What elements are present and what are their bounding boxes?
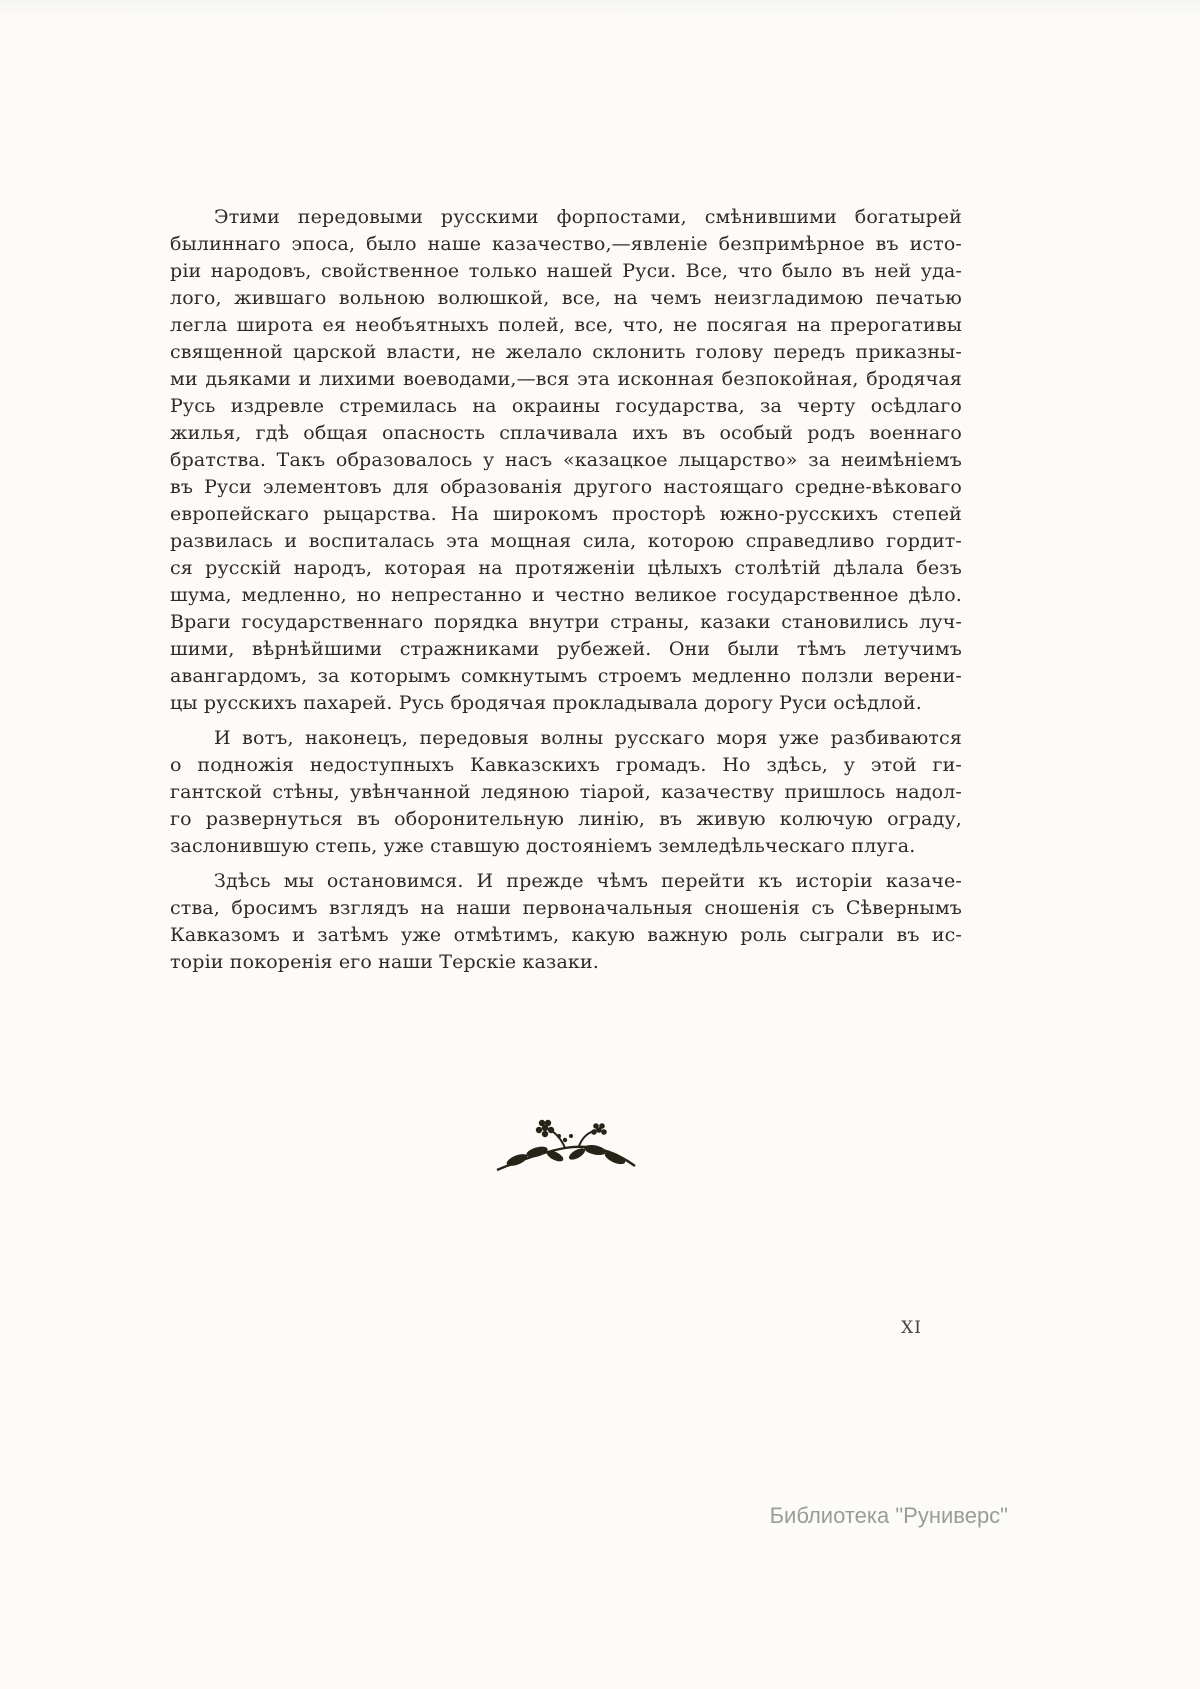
text-line: го развернуться въ оборонительную линію, въ живую колючую ограду, bbox=[170, 808, 962, 830]
watermark: Библиотека "Руниверс" bbox=[769, 1503, 1008, 1528]
text-line: былиннаго эпоса, было наше казачество,—явленіе безпримѣрное въ исто- bbox=[170, 233, 962, 255]
text-line: заслонившую степь, уже ставшую достояніемъ земледѣльческаго плуга. bbox=[170, 835, 916, 857]
text-line: авангардомъ, за которымъ сомкнутымъ строемъ медленно ползли верени- bbox=[170, 665, 962, 687]
text-line: европейскаго рыцарства. На широкомъ просторѣ южно-русскихъ степей bbox=[170, 503, 962, 525]
text-line: жилья, гдѣ общая опасность сплачивала ихъ въ особый родъ военнаго bbox=[170, 422, 962, 444]
text-line: Кавказомъ и затѣмъ уже отмѣтимъ, какую важную роль сыграли въ ис- bbox=[170, 924, 962, 946]
text-line: ми дьяками и лихими воеводами,—вся эта исконная безпокойная, бродячая bbox=[170, 368, 962, 390]
page-number: XI bbox=[901, 1318, 922, 1338]
text-line: ства, бросимъ взглядъ на наши первоначальныя сношенія съ Сѣвернымъ bbox=[170, 897, 962, 919]
text-line: Здѣсь мы остановимся. И прежде чѣмъ перейти къ исторіи казаче- bbox=[214, 870, 962, 892]
text-line: въ Руси элементовъ для образованія другого настоящаго средне-вѣковаго bbox=[170, 476, 962, 498]
text-line: о подножія недоступныхъ Кавказскихъ громадъ. Но здѣсь, у этой ги- bbox=[170, 754, 962, 776]
text-line: цы русскихъ пахарей. Русь бродячая прокладывала дорогу Руси осѣдлой. bbox=[170, 692, 922, 714]
paragraph bbox=[170, 204, 962, 717]
text-line: Русь издревле стремилась на окраины государства, за черту осѣдлаго bbox=[170, 395, 962, 417]
text-line: развилась и воспиталась эта мощная сила, которою справедливо гордит- bbox=[170, 530, 962, 552]
text-line: И вотъ, наконецъ, передовыя волны русскаго моря уже разбиваются bbox=[214, 727, 962, 749]
text-line: Враги государственнаго порядка внутри страны, казаки становились луч- bbox=[170, 611, 962, 633]
text-line: священной царской власти, не желало склонить голову передъ приказны- bbox=[170, 341, 962, 363]
page-text bbox=[170, 204, 962, 984]
text-line: легла широта ея необъятныхъ полей, все, что, не посягая на прерогативы bbox=[170, 314, 962, 336]
text-line: гантской стѣны, увѣнчанной ледяною тіарой, казачеству пришлось надол- bbox=[170, 781, 962, 803]
text-line: лого, жившаго вольною волюшкой, все, на чемъ неизгладимою печатью bbox=[170, 287, 962, 309]
text-line: братства. Такъ образовалось у насъ «казацкое лыцарство» за неимѣніемъ bbox=[170, 449, 962, 471]
floral-ornament-icon bbox=[491, 1118, 641, 1182]
text-line: Этими передовыми русскими форпостами, смѣнившими богатырей bbox=[214, 206, 962, 228]
text-line: шума, медленно, но непрестанно и честно великое государственное дѣло. bbox=[170, 584, 962, 606]
paragraph bbox=[170, 868, 962, 976]
paragraph bbox=[170, 725, 962, 860]
text-line: ріи народовъ, свойственное только нашей Руси. Все, что было въ ней уда- bbox=[170, 260, 962, 282]
text-line: шими, вѣрнѣйшими стражниками рубежей. Они были тѣмъ летучимъ bbox=[170, 638, 962, 660]
text-line: ся русскій народъ, которая на протяженіи цѣлыхъ столѣтій дѣлала безъ bbox=[170, 557, 962, 579]
text-line: торіи покоренія его наши Терскіе казаки. bbox=[170, 951, 599, 973]
